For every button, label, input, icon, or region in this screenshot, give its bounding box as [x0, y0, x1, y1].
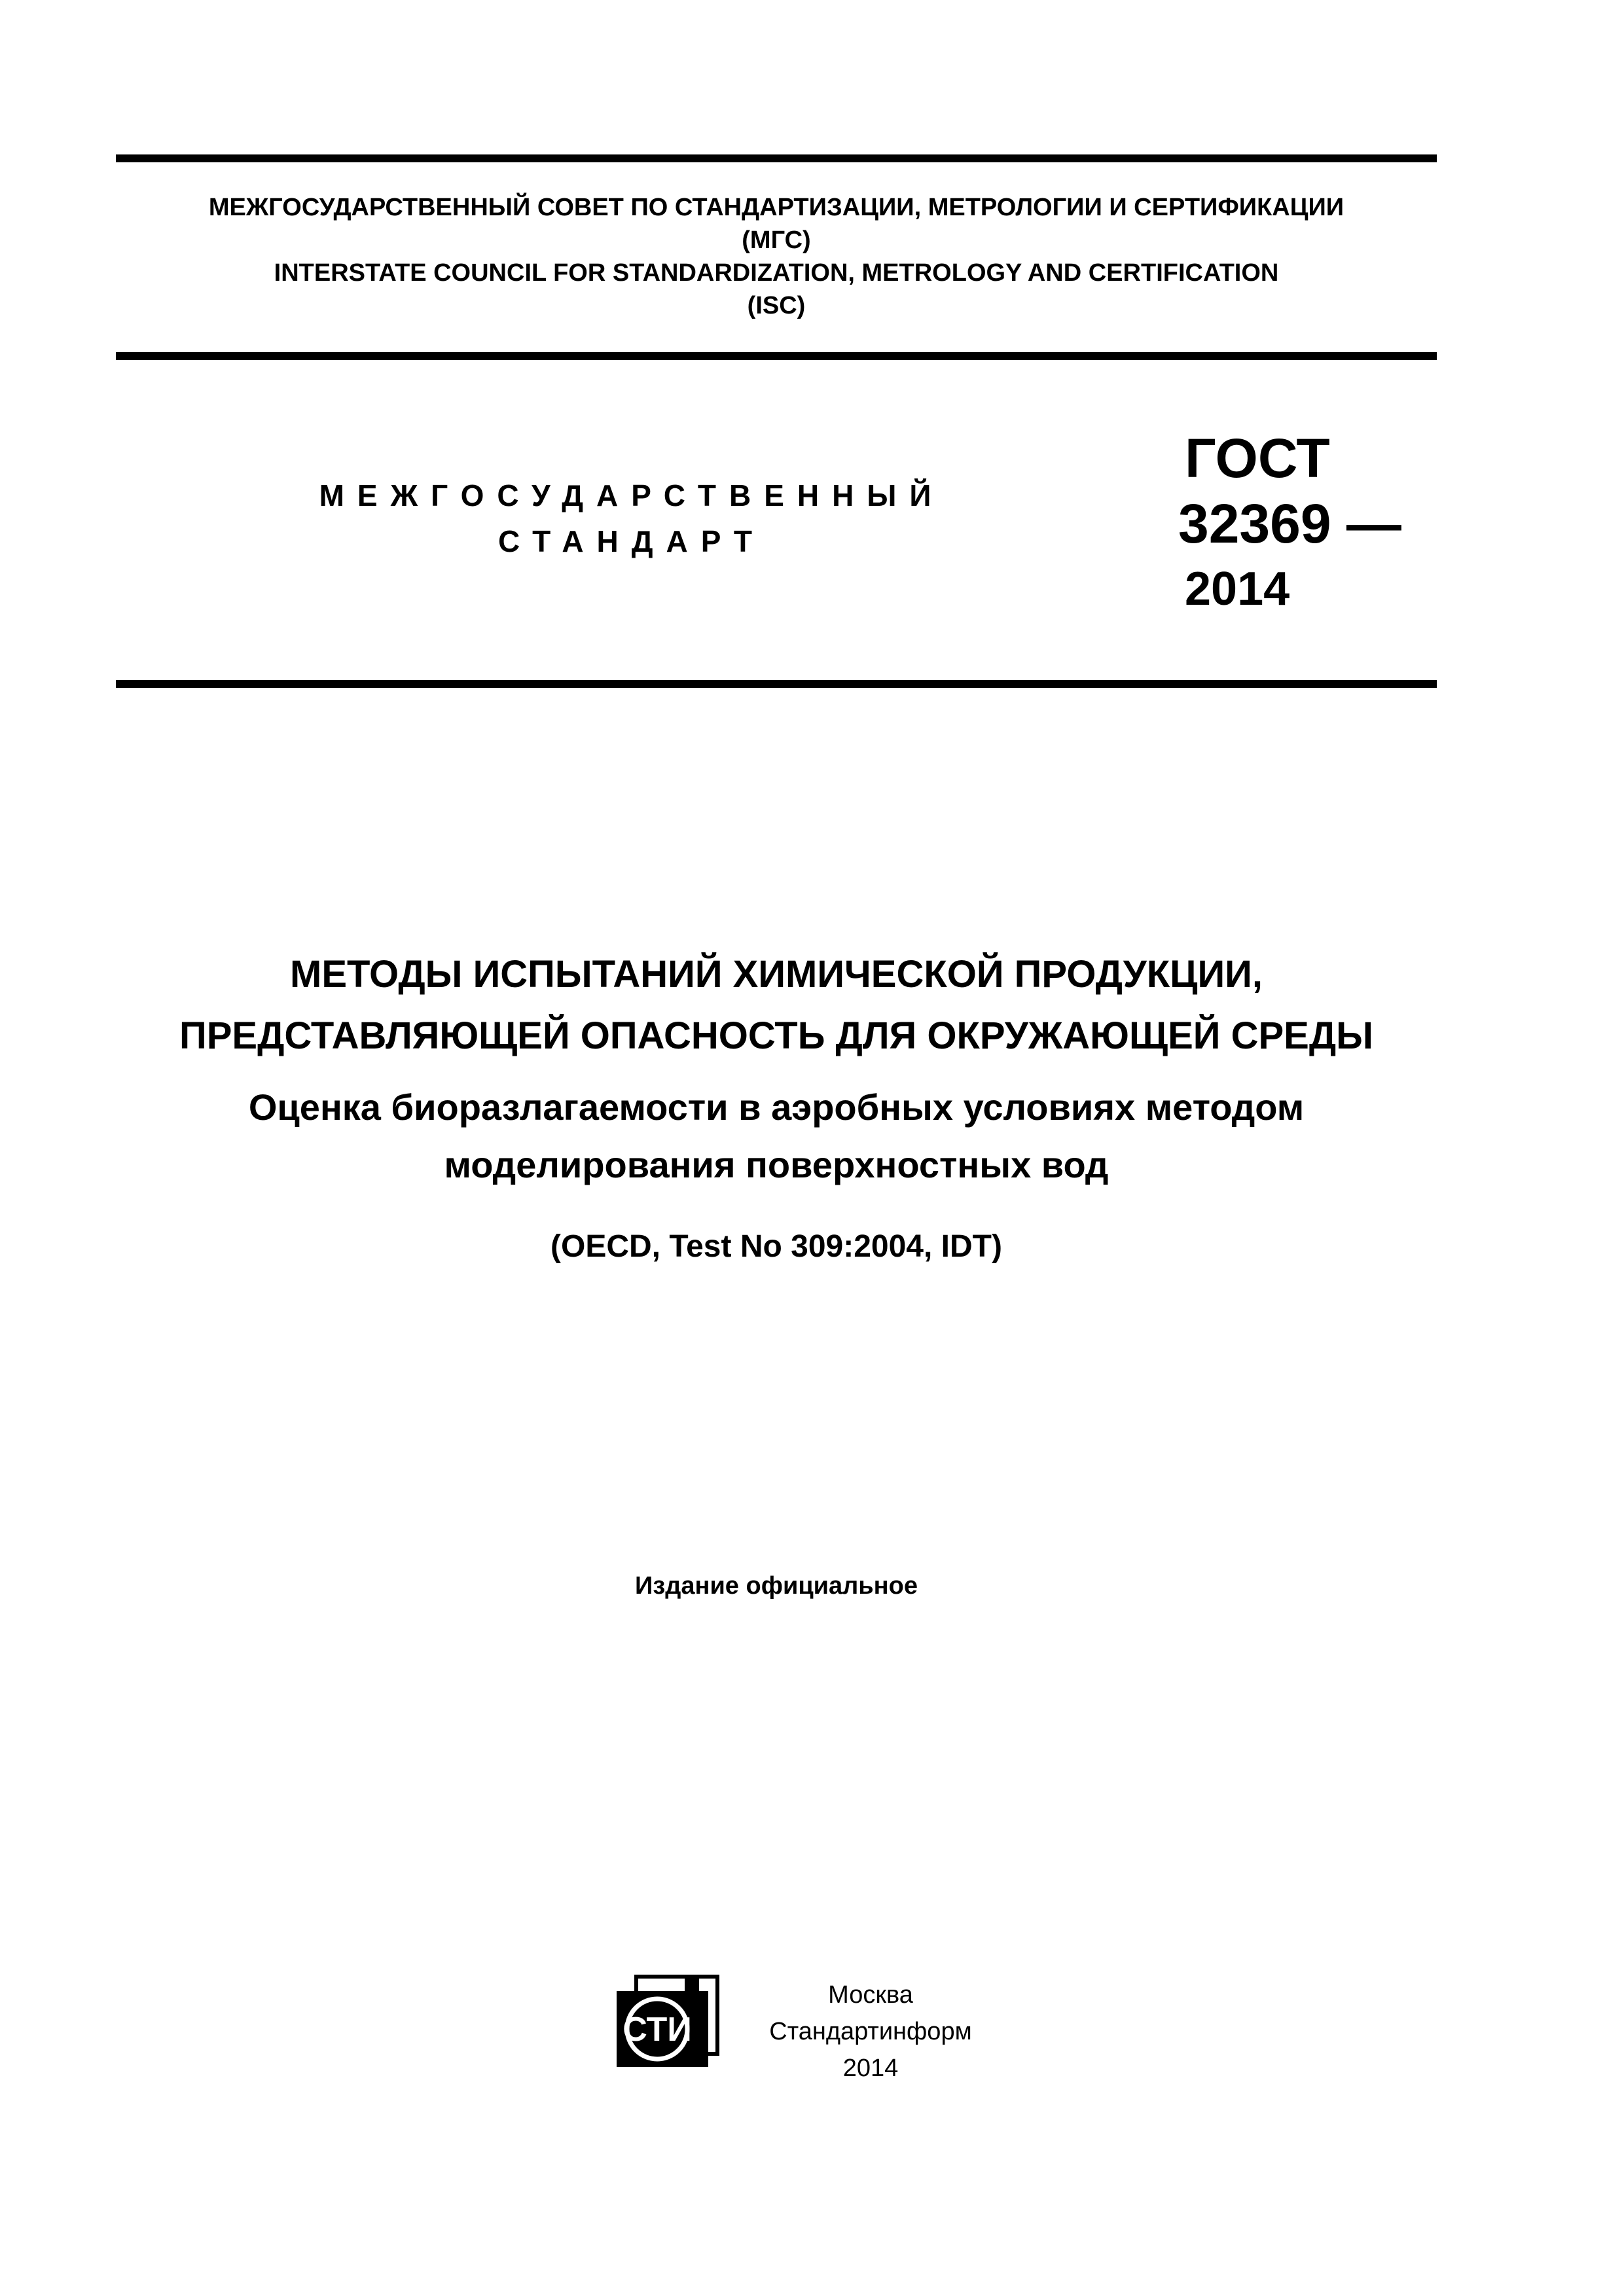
edition-note: Издание официальное [635, 1572, 918, 1600]
standard-type-line-1: МЕЖГОСУДАРСТВЕННЫЙ [319, 478, 945, 512]
logo-text: СТИ [623, 2011, 692, 2049]
standartinform-logo-icon [614, 1974, 720, 2070]
oecd-reference: (OECD, Test No 309:2004, IDT) [550, 1229, 1002, 1264]
document-title [116, 944, 1437, 1067]
publisher-name: Стандартинформ [769, 2018, 972, 2045]
publisher-year: 2014 [842, 2054, 899, 2082]
subtitle-line-2: моделирования поверхностных вод [444, 1144, 1109, 1185]
council-header [116, 191, 1437, 322]
title-line-1: МЕТОДЫ ИСПЫТАНИЙ ХИМИЧЕСКОЙ ПРОДУКЦИИ, [290, 953, 1263, 996]
designation-number: 32369 — [1178, 493, 1401, 554]
council-abbr-en: (ISC) [747, 292, 806, 319]
council-name-en: INTERSTATE COUNCIL FOR STANDARDIZATION, METROLOGY AND CERTIFICATION [274, 259, 1279, 287]
council-abbr-ru: (МГС) [742, 226, 811, 254]
publisher-block [733, 1977, 1008, 2087]
designation-divider [116, 680, 1437, 688]
designation-year: 2014 [1185, 563, 1290, 615]
designation-label: ГОСТ [1185, 427, 1330, 489]
council-divider [116, 352, 1437, 360]
standard-designation [1165, 425, 1440, 622]
standard-type [288, 473, 975, 564]
council-name-ru: МЕЖГОСУДАРСТВЕННЫЙ СОВЕТ ПО СТАНДАРТИЗАЦИИ, МЕТРОЛОГИИ И СЕРТИФИКАЦИИ [208, 194, 1344, 221]
top-divider [116, 154, 1437, 162]
title-line-2: ПРЕДСТАВЛЯЮЩЕЙ ОПАСНОСТЬ ДЛЯ ОКРУЖАЮЩЕЙ СРЕДЫ [179, 1014, 1373, 1057]
publisher-city: Москва [828, 1981, 913, 2009]
standard-type-line-2: СТАНДАРТ [498, 524, 765, 558]
document-subtitle [116, 1079, 1437, 1194]
subtitle-line-1: Оценка биоразлагаемости в аэробных условиях методом [248, 1086, 1305, 1128]
